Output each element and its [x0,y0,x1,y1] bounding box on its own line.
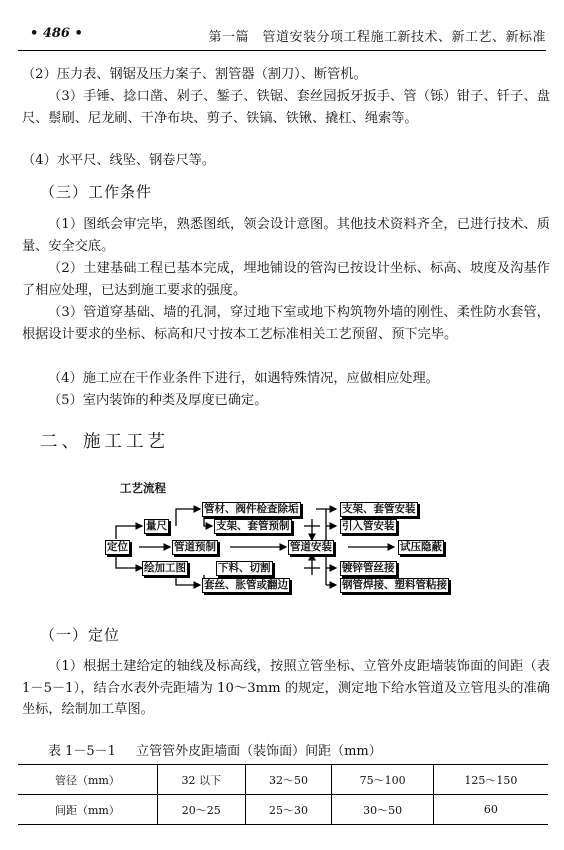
paragraph: （1）根据土建给定的轴线及标高线，按照立管坐标、立管外皮距墙装饰面的间距（表 1－5－1），结合水表外壳距墙为 10～3mm 的规定，测定地下给水管道及立管甩头的准确坐标，绘制加工草图。 [22,659,550,717]
node-gangguan: 钢管焊接、塑料管粘接 [342,579,447,591]
running-title: 第一篇 管道安装分项工程施工新技术、新工艺、新标准 [208,30,546,45]
chapter-heading: 二、施工工艺 [40,432,169,452]
node-huijiagongtu: 绘加工图 [144,562,186,574]
table-cell: 间距（mm） [18,795,157,825]
table-row [18,795,548,825]
table-title: 立管管外皮距墙面（装饰面）间距（mm） [136,744,382,759]
node-guandaoyuzhi: 管道预制 [174,541,216,553]
table-cell: 125～150 [433,765,548,795]
paragraph: （2）压力表、钢锯及压力案子、割管器（割刀）、断管机。 [22,67,367,82]
table-cell: 60 [433,795,548,825]
table-cell: 30～50 [332,795,433,825]
flowchart-title: 工艺流程 [120,481,166,495]
paragraph: （4）施工应在干作业条件下进行，如遇特殊情况，应做相应处理。 [48,371,439,386]
table-cell: 75～100 [332,765,433,795]
node-duxin: 镀锌管丝接 [342,562,395,574]
spacing-table [18,764,548,825]
section-heading: （三）工作条件 [40,183,153,201]
node-shiya: 试压隐蔽 [400,541,442,553]
paragraph: （3）手锤、捻口凿、剁子、錾子、铁锯、套丝园扳牙扳手、管（铄）钳子、钎子、盘尺、鬃刷、尼龙刷、干净布块、剪子、铁镐、铁锹、撬杠、绳索等。 [22,89,550,126]
paragraph: （5）室内装饰的种类及厚度已确定。 [48,393,268,408]
node-guancai: 管材、阀件检查除垢 [204,503,299,515]
node-zhijia-yuzhi: 支架、套管预制 [216,520,290,532]
paragraph: （3）管道穿基础、墙的孔洞，穿过地下室或地下构筑物外墙的刚性、柔性防水套管，根据设计要求的坐标、标高和尺寸按本工艺标准相关工艺预留、预下完毕。 [22,305,550,342]
table-cell: 20～25 [157,795,245,825]
node-xialiao: 下料、切割 [218,562,271,574]
section-heading: （一）定位 [40,626,121,644]
table-caption [48,740,398,759]
node-liangchi: 量尺 [146,520,167,532]
table-cell: 25～30 [245,795,332,825]
node-guandaoanzhuang: 管道安装 [290,541,332,553]
header-rule [18,50,546,51]
table-cell: 管径（mm） [18,765,157,795]
paragraph: （4）水平尺、线坠、钢卷尺等。 [22,153,216,168]
node-dingwei: 定位 [107,541,128,553]
node-taosi: 套丝、胀管或翻边 [204,579,288,591]
table-cell: 32 以下 [157,765,245,795]
page-number: • 486 • [30,26,83,41]
node-yinruguan: 引入管安装 [342,520,395,532]
node-zhijia-anzhuang: 支架、套管安装 [342,503,416,515]
table-row [18,765,548,795]
table-number: 表 1－5－1 [48,744,116,759]
process-flowchart [104,474,474,604]
paragraph: （2）土建基础工程已基本完成，埋地铺设的管沟已按设计坐标、标高、坡度及沟基作了相应处理，已达到施工要求的强度。 [22,261,550,298]
table-cell: 32～50 [245,765,332,795]
paragraph: （1）图纸会审完毕，熟悉图纸，领会设计意图。其他技术资料齐全，已进行技术、质量、安全交底。 [22,217,550,254]
